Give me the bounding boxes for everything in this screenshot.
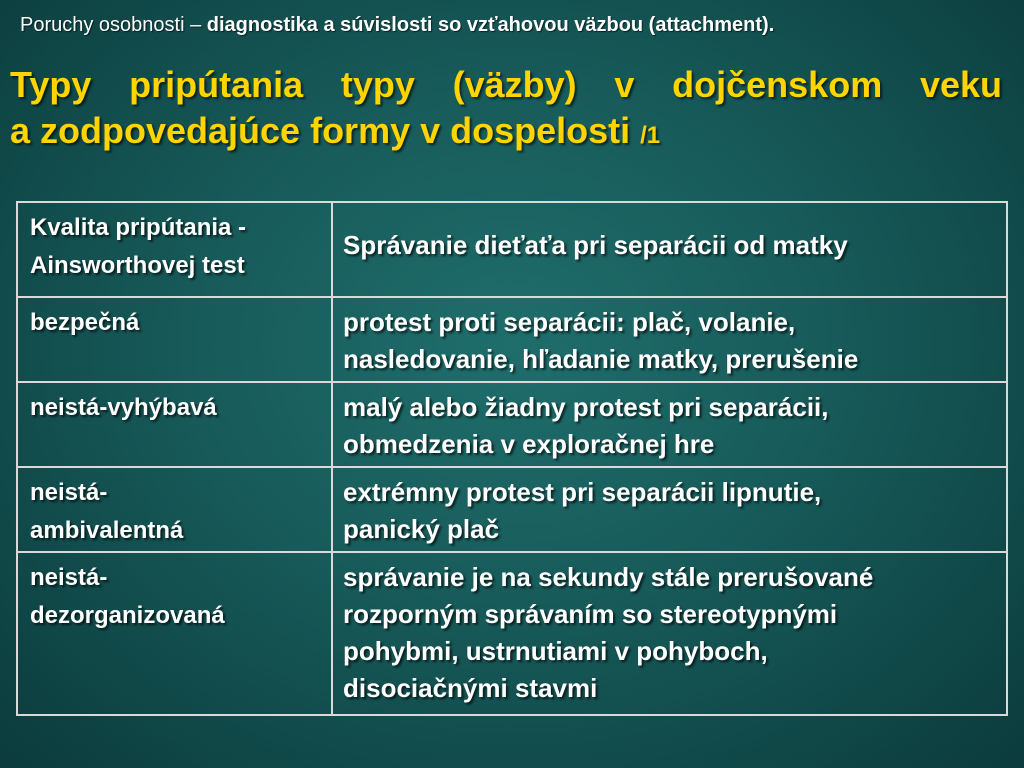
table-header-row <box>17 202 1007 297</box>
table-row <box>17 297 1007 382</box>
table-row <box>17 382 1007 467</box>
header-left-line-2: Ainsworthovej test <box>30 252 245 279</box>
row-4-left <box>17 552 332 715</box>
title-line-2-text: a zodpovedajúce formy v dospelosti <box>10 110 641 151</box>
row-2-left <box>17 382 332 467</box>
row-1-right <box>332 297 1007 382</box>
title-suffix: /1 <box>640 122 661 149</box>
row-4-left-line-2: dezorganizovaná <box>30 602 225 629</box>
row-1-left <box>17 297 332 382</box>
header-cell-right: Správanie dieťaťa pri separácii od matky <box>332 202 1007 297</box>
row-4-right-line-3: pohybmi, ustrnutiami v pohyboch, <box>343 636 768 666</box>
row-4-left-line-1: neistá- <box>30 564 108 591</box>
row-3-right <box>332 467 1007 552</box>
row-2-right-line-2: obmedzenia v exploračnej hre <box>343 429 715 459</box>
row-3-left-line-1: neistá- <box>30 479 108 506</box>
row-2-right <box>332 382 1007 467</box>
row-4-right-line-2: rozporným správaním so stereotypnými <box>343 599 838 629</box>
row-4-right-line-4: disociačnými stavmi <box>343 673 598 703</box>
slide-title <box>10 62 1010 159</box>
row-1-left-line-1: bezpečná <box>30 309 140 336</box>
row-2-right-line-1: malý alebo žiadny protest pri separácii, <box>343 392 829 422</box>
header-cell-left <box>17 202 332 297</box>
table-row <box>17 467 1007 552</box>
row-3-right-line-2: panický plač <box>343 514 500 544</box>
row-4-right <box>332 552 1007 715</box>
title-line-1: Typy pripútania typy (väzby) v dojčenskom veku <box>10 64 1002 105</box>
row-3-left <box>17 467 332 552</box>
header-text-bold: diagnostika a súvislosti so vzťahovou väzbou (attachment). <box>206 14 775 36</box>
row-1-right-line-1: protest proti separácii: plač, volanie, <box>343 307 796 337</box>
header-text-plain: Poruchy osobnosti – <box>20 14 207 36</box>
row-2-left-line-1: neistá-vyhýbavá <box>30 394 217 421</box>
table-row <box>17 552 1007 715</box>
slide-header <box>20 14 774 37</box>
row-3-right-line-1: extrémny protest pri separácii lipnutie, <box>343 477 822 507</box>
header-left-line-1: Kvalita pripútania - <box>30 214 247 241</box>
attachment-table <box>16 201 1008 716</box>
row-3-left-line-2: ambivalentná <box>30 517 184 544</box>
title-line-2 <box>10 108 1010 159</box>
row-4-right-line-1: správanie je na sekundy stále prerušované <box>343 562 874 592</box>
row-1-right-line-2: nasledovanie, hľadanie matky, prerušenie <box>343 344 859 374</box>
